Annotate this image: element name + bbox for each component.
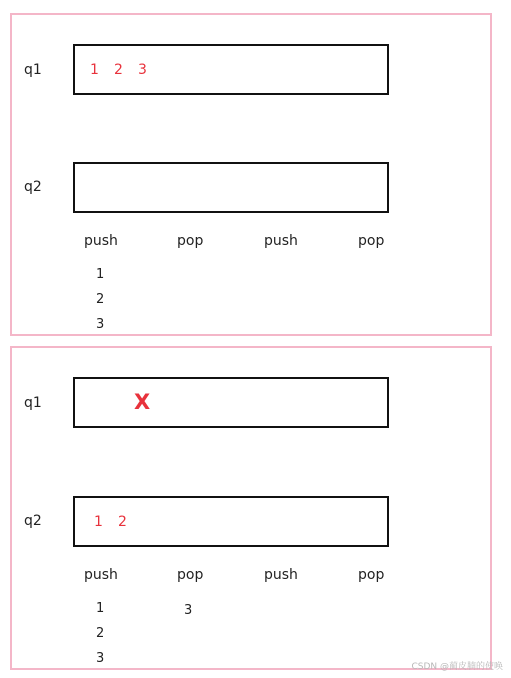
- q2-item: 2: [118, 514, 127, 530]
- panel-state-2: [10, 346, 492, 670]
- q2-item: 1: [94, 514, 103, 530]
- pushed-values: [96, 266, 116, 341]
- q1-item: 1: [90, 62, 99, 78]
- q1-box: [73, 44, 389, 95]
- q1-label: q1: [24, 395, 42, 411]
- op-push: push: [264, 233, 298, 249]
- pushed-value: 3: [96, 317, 105, 332]
- op-push: push: [84, 233, 118, 249]
- q1-label: q1: [24, 62, 42, 78]
- removed-mark: X: [134, 390, 151, 414]
- pushed-value: 1: [96, 267, 105, 282]
- watermark: CSDN @蔺皮腩的使唤: [411, 662, 503, 672]
- q1-box: [73, 377, 389, 428]
- q2-box: [73, 162, 389, 213]
- q2-box: [73, 496, 389, 547]
- op-push: push: [264, 567, 298, 583]
- popped-value: 3: [184, 603, 193, 618]
- pushed-value: 3: [96, 651, 105, 666]
- q2-items: [94, 514, 142, 530]
- panel-state-1: [10, 13, 492, 336]
- pushed-value: 1: [96, 601, 105, 616]
- pushed-value: 2: [96, 626, 105, 641]
- pushed-value: 2: [96, 292, 105, 307]
- q1-item: 2: [114, 62, 123, 78]
- pushed-values: [96, 600, 116, 675]
- op-pop: pop: [177, 233, 204, 249]
- q1-items: [90, 62, 162, 78]
- op-pop: pop: [358, 567, 385, 583]
- q1-item: 3: [138, 62, 147, 78]
- op-pop: pop: [177, 567, 204, 583]
- op-pop: pop: [358, 233, 385, 249]
- op-push: push: [84, 567, 118, 583]
- q2-label: q2: [24, 513, 42, 529]
- q2-label: q2: [24, 179, 42, 195]
